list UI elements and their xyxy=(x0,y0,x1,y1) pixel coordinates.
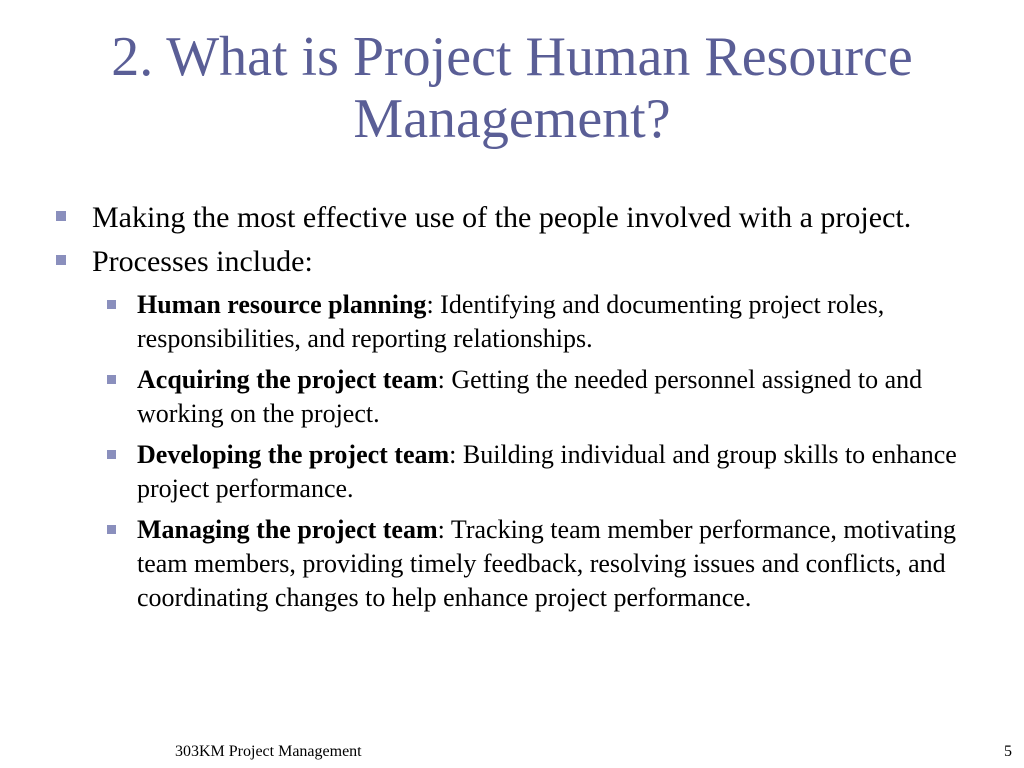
slide-title xyxy=(40,26,984,150)
slide-body xyxy=(0,200,1024,622)
square-bullet-icon xyxy=(107,375,116,384)
square-bullet-icon xyxy=(56,255,66,265)
bullet-text: Making the most effective use of the people involved with a project. xyxy=(92,201,912,234)
sub-bullet-item xyxy=(137,438,974,506)
square-bullet-icon xyxy=(107,450,116,459)
sub-bullet-description: : Tracking team member performance, motivating team members, providing timely feedback, resolving issues and conflicts, and coordinating changes to help enhance project performance. xyxy=(137,515,957,612)
page-number: 5 xyxy=(1004,743,1012,760)
bullet-item xyxy=(92,200,954,236)
sub-bullet-term: Human resource planning xyxy=(137,290,427,319)
sub-bullet-item xyxy=(137,513,974,615)
sub-bullet-term: Acquiring the project team xyxy=(137,365,438,394)
sub-bullet-item xyxy=(137,288,974,356)
bullet-text: Processes include: xyxy=(92,245,313,278)
square-bullet-icon xyxy=(107,525,116,534)
sub-bullet-term: Managing the project team xyxy=(137,515,438,544)
sub-bullet-item xyxy=(137,363,974,431)
square-bullet-icon xyxy=(107,300,116,309)
sub-bullet-description: : Building individual and group skills to enhance project performance. xyxy=(137,440,957,503)
sub-bullet-description: : Getting the needed personnel assigned to and working on the project. xyxy=(137,365,923,428)
footer-course-label: 303KM Project Management xyxy=(175,743,362,760)
slide-title-line-1: 2. What is Project Human Resource xyxy=(111,26,913,88)
sub-bullet-term: Developing the project team xyxy=(137,440,450,469)
slide-title-line-2: Management? xyxy=(353,88,671,150)
bullet-item xyxy=(92,244,954,280)
sub-bullet-description: : Identifying and documenting project roles, responsibilities, and reporting relationships. xyxy=(137,290,885,353)
square-bullet-icon xyxy=(56,211,66,221)
